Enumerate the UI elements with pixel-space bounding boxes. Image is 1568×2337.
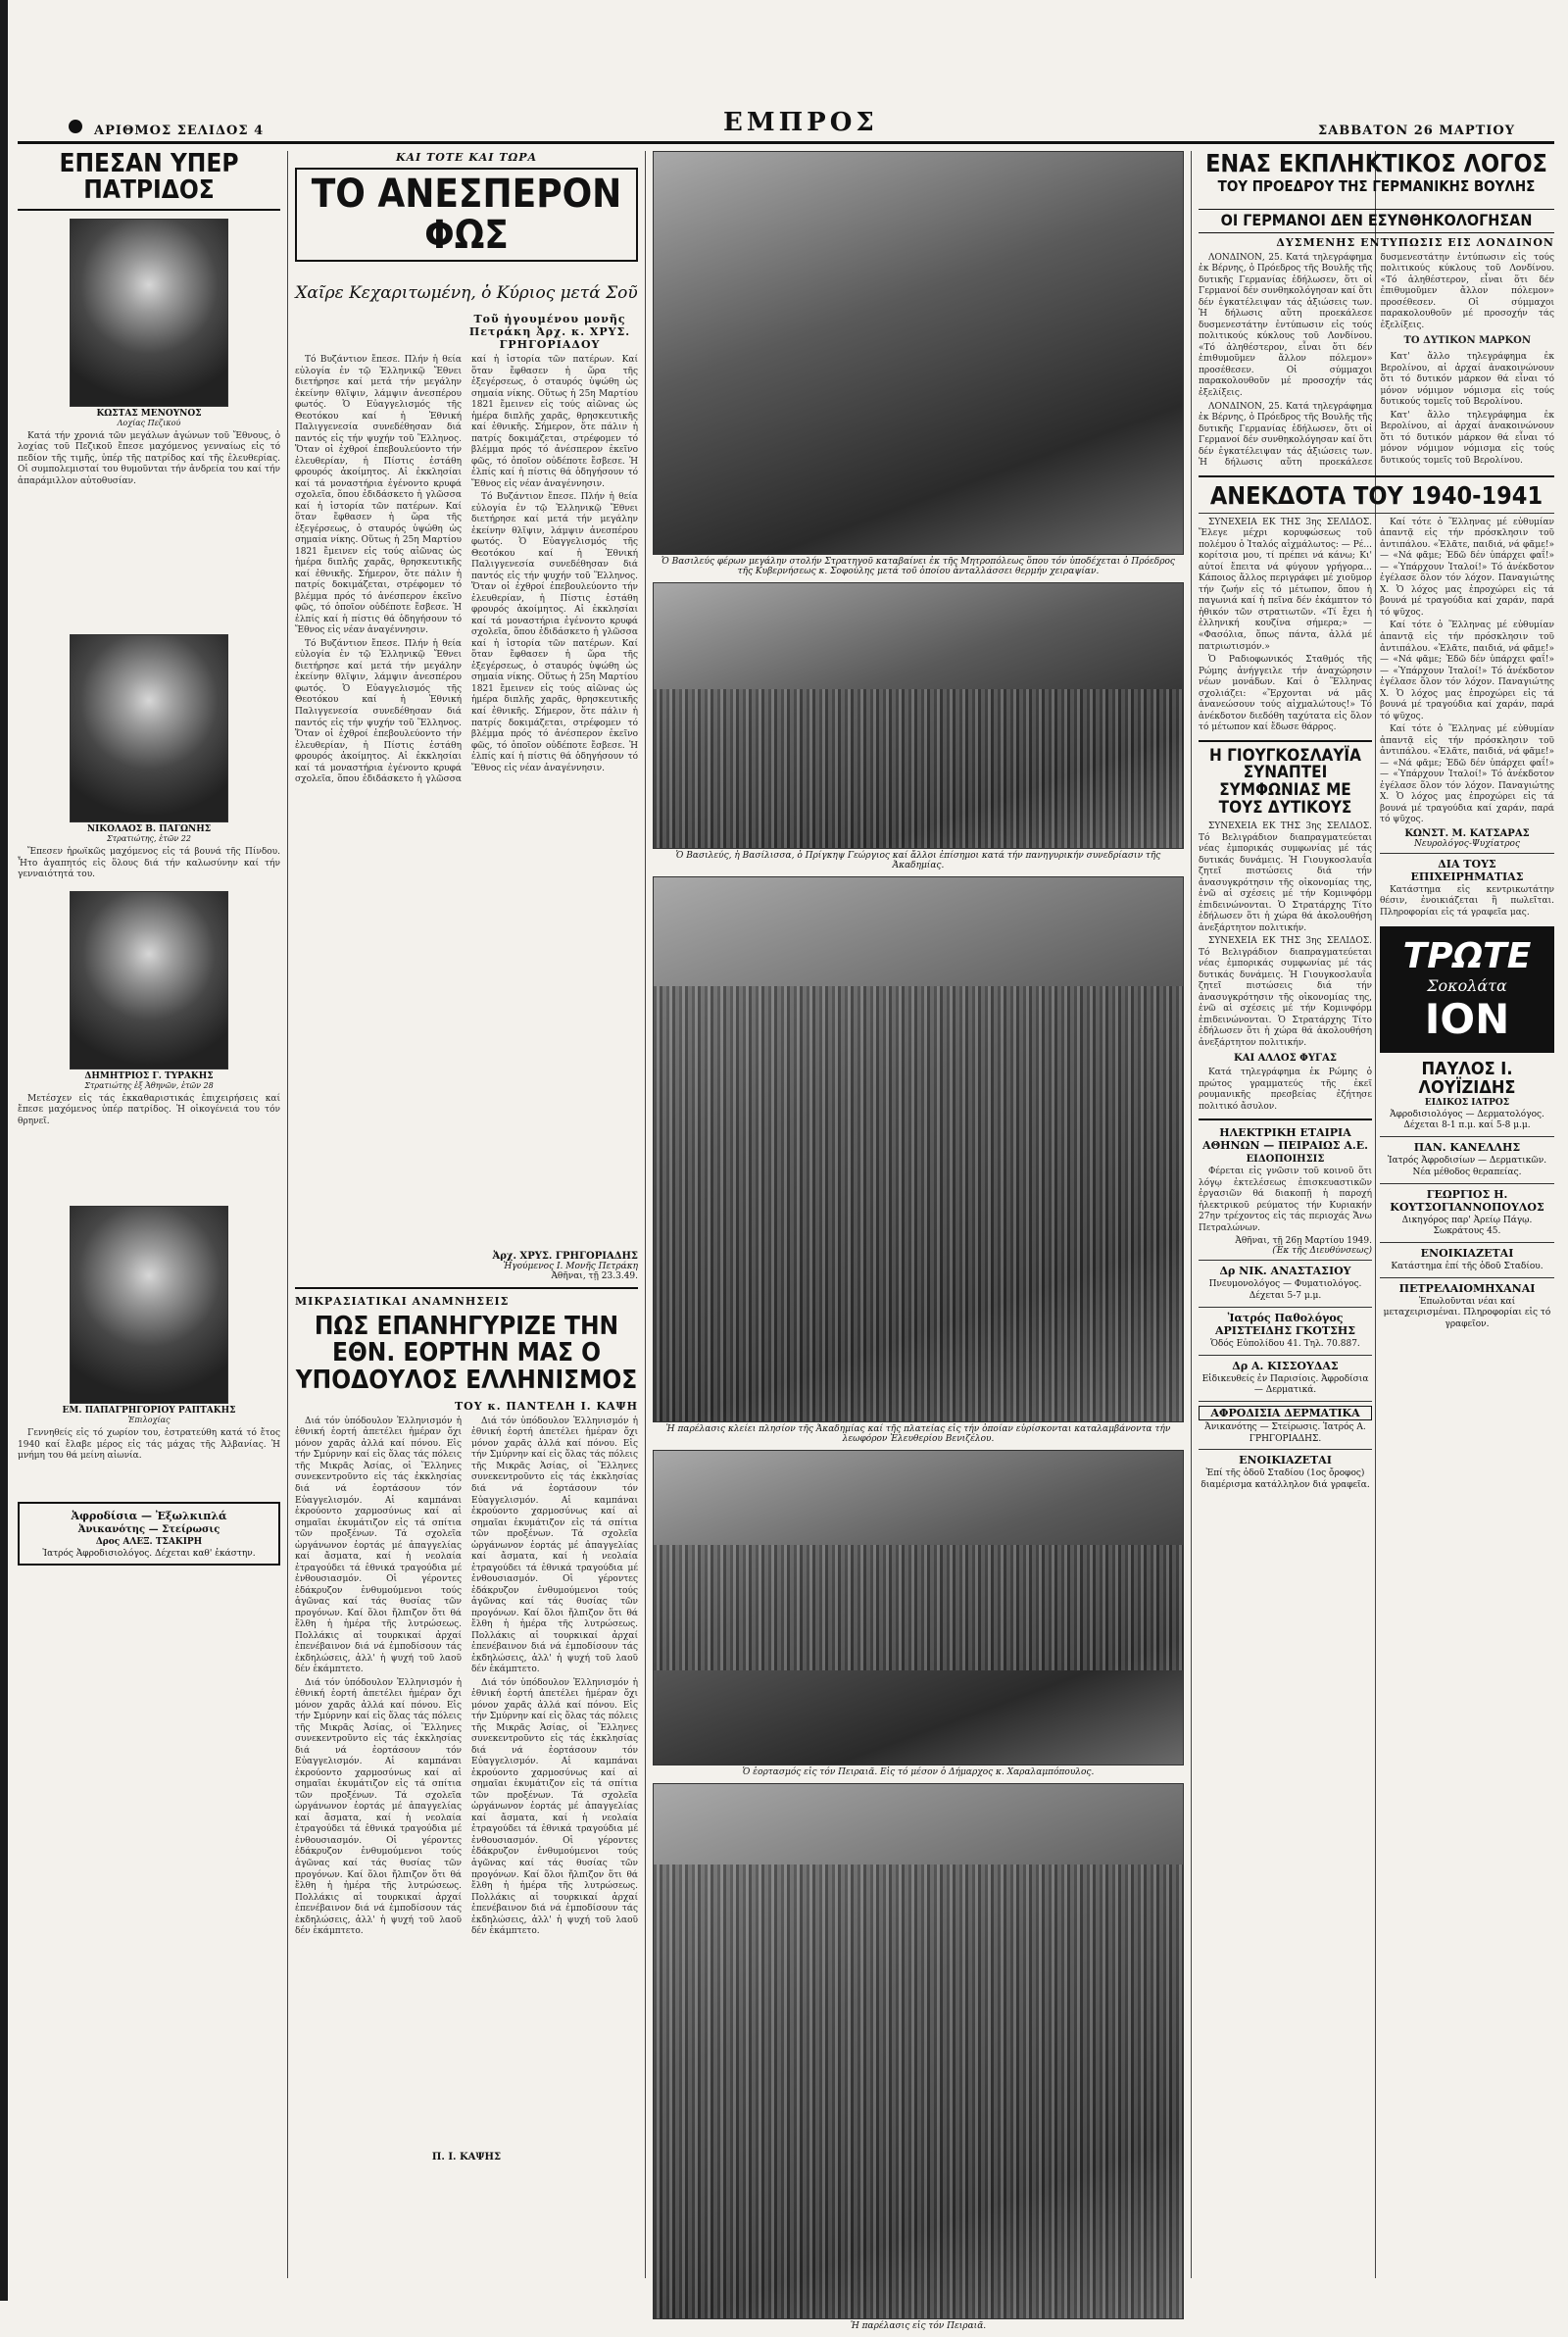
column-photos [653,151,1184,2337]
ion-ad-line2: Σοκολάτα [1427,976,1507,996]
photo-caption: Ἡ παρέλασις κλείει πλησίον τῆς Ἀκαδημίας καί τῆς πλατείας εἰς τήν ὁποίαν εὑρίσκονται καταλαμβάνοντα τήν λεωφόρον Ἐλευθερίου Βενιζέλου. [665,1424,1171,1444]
doctor3-name: Δρ Α. ΚΙΣΣΟΥΔΑΣ [1232,1359,1339,1372]
anekdota-right-body: Καί τότε ὁ Ἕλληνας μέ εὐθυμίαν ἀπαντᾷ εἰς τήν πρόσκλησιν τοῦ ἀντιπάλου. «Ἐλᾶτε, παιδιά, νά φᾶμε!» — «Νά φᾶμε; Ἐδῶ δέν ὑπάρχει φαΐ!» — «Ὑπάρχουν Ἰταλοί!» Τό ἀνέκδοτον ἐγέλασε ὅλον τόν λόχον. Παναγιώτης Χ. Ὁ λόχος μας ἐπροχώρει εἰς τά βουνά μέ τραγούδια καί χαράν, παρά τό ψῦχος. Καί τότε ὁ Ἕλληνας μέ εὐθυμίαν ἀπαντᾷ εἰς τήν πρόσκλησιν τοῦ ἀντιπάλου. «Ἐλᾶτε, παιδιά, νά φᾶμε!» — «Νά φᾶμε; Ἐδῶ δέν ὑπάρχει φαΐ!» — «Ὑπάρχουν Ἰταλοί!» Τό ἀνέκδοτον ἐγέλασε ὅλον τόν λόχον. Παναγιώτης Χ. Ὁ λόχος μας ἐπροχώρει εἰς τά βουνά μέ τραγούδια καί χαράν, παρά τό ψῦχος. Καί τότε ὁ Ἕλληνας μέ εὐθυμίαν ἀπαντᾷ εἰς τήν πρόσκλησιν τοῦ ἀντιπάλου. «Ἐλᾶτε, παιδιά, νά φᾶμε!» — «Νά φᾶμε; Ἐδῶ δέν ὑπάρχει φαΐ!» — «Ὑπάρχουν Ἰταλοί!» Τό ἀνέκδοτον ἐγέλασε ὅλον τόν λόχον. Παναγιώτης Χ. Ὁ λόχος μας ἐπροχώρει εἰς τά βουνά μέ τραγούδια καί χαράν, παρά τό ψῦχος. [1380,517,1554,825]
photo-caption: Ὁ ἑορτασμός εἰς τόν Πειραιᾶ. Εἰς τό μέσον ὁ Δήμαρχος κ. Χαραλαμπόπουλος. [742,1767,1095,1777]
ad-doctor: Δρος ΑΛΕΞ. ΤΣΑΚΙΡΗ [95,1536,203,1547]
ion-ad-line1: ΤΡΩΤΕ [1402,936,1532,977]
news-lower-left [1199,518,1372,1492]
article-signature: Ἀρχ. ΧΡΥΣ. ΓΡΗΓΟΡΙΑΔΗΣ [492,1251,638,1262]
doctor1-body: Πνευμονολόγος — Φυματιολόγος. Δέχεται 5-7 μ.μ. [1208,1279,1362,1302]
portrait-name: ΝΙΚΟΛΑΟΣ Β. ΠΑΓΩΝΗΣ [86,824,212,835]
article-byline: Τοῦ ἡγουμένου μονῆς Πετράκη Ἀρχ. κ. ΧΡΥΣ. ΓΡΗΓΟΡΙΑΔΟΥ [468,313,631,351]
yugo-headline: Η ΓΙΟΥΓΚΟΣΛΑΥΪΑ ΣΥΝΑΠΤΕΙ ΣΥΜΦΩΝΙΑΣ ΜΕ ΤΟΥΣ ΔΥΤΙΚΟΥΣ [1209,745,1361,819]
ion-ad-line3: ΙΟΝ [1424,995,1510,1044]
newspaper-page [18,108,1554,2331]
falls-body: Κατά τηλεγράφημα ἐκ Ρώμης ὁ πρώτος γραμματεύς τῆς ἐκεῖ ρουμανικῆς πρεσβείας ἐζήτησε πολιτικό ἄσυλον. [1199,1068,1372,1112]
portrait-photo [70,219,228,407]
news-lower [1199,518,1554,1492]
falls-title: ΚΑΙ ΑΛΛΟΣ ΦΥΓΑΣ [1234,1053,1337,1065]
article-headline: ΤΟ ΑΝΕΣΠΕΡΟΝ ΦΩΣ [295,168,638,262]
column-rule [645,151,646,2278]
photo-caption: Ὁ Βασιλεύς, ἡ Βασίλισσα, ὁ Πρίγκηψ Γεώργιος καί ἄλλοι ἐπίσημοι κατά τήν πανηγυρικήν συνεδρίασιν τῆς Ἀκαδημίας. [675,851,1161,870]
column-rule [1191,151,1192,2278]
piraeus-photo [653,1450,1184,1765]
portrait-sub: Λοχίας Πεζικού [117,418,181,427]
enterprise-title: ΔΙΑ ΤΟΥΣ ΕΠΙΧΕΙΡΗΜΑΤΙΑΣ [1410,857,1524,883]
electric-sub: ΕΙΔΟΠΟΙΗΣΙΣ [1246,1154,1325,1166]
katsaras-signature: ΚΩΝΣΤ. Μ. ΚΑΤΣΑΡΑΣ [1404,827,1530,839]
photo-caption: Ἡ παρέλασις εἰς τόν Πειραιᾶ. [850,2321,987,2331]
rent-title: ΕΝΟΙΚΙΑΖΕΤΑΙ [1420,1246,1514,1260]
portrait-name: ΚΩΣΤΑΣ ΜΕΝΟΥΝΟΣ [96,408,202,419]
page-number: ΑΡΙΘΜΟΣ ΣΕΛΙΔΟΣ 4 [94,124,265,138]
article2-byline: ΤΟΥ κ. ΠΑΝΤΕΛΗ Ι. ΚΑΨΗ [455,1399,638,1413]
rent-body: Κατάστημα ἐπί τῆς ὁδοῦ Σταδίου. [1391,1261,1544,1271]
article-subhead: Χαῖρε Κεχαριτωμένη, ὁ Κύριος μετά Σοῦ [295,283,638,303]
doctor1-name: Δρ ΝΙΚ. ΑΝΑΣΤΑΣΙΟΥ [1219,1265,1351,1278]
academy-photo [653,582,1184,849]
pavlos-body: Ἀφροδισιολόγος — Δερματολόγος. Δέχεται 8-1 π.μ. καί 5-8 μ.μ. [1390,1109,1544,1131]
koutsog-body: Δικηγόρος παρ' Ἀρείῳ Πάγῳ. Σωκράτους 45. [1401,1215,1533,1237]
news-kicker: ΔΥΣΜΕΝΗΣ ΕΝΤΥΠΩΣΙΣ ΕΙΣ ΛΟΝΔΙΝΟΝ [1276,235,1554,249]
page-edge [0,0,8,2301]
issue-date: ΣΑΒΒΑΤΟΝ 26 ΜΑΡΤΙΟΥ [1318,124,1515,138]
anekdota-body: ΣΥΝΕΧΕΙΑ ΕΚ ΤΗΣ 3ης ΣΕΛΙΔΟΣ. Ἔλεγε μέχρι κορυφώσεως τοῦ πολέμου ὁ Ἰταλός αἰχμάλωτος: — Ρέ... κορίτσια μου, τί πρέπει νά κάνω; Κι' αὐτοί ἔπειτα νά φύγουν γρήγορα... Κάποιος ἄλλος περιγράφει μέ χιοῦμορ τήν ζωήν εἰς τό μέτωπον, ὅπου ἡ παγωνιά καί ἡ πεῖνα δέν ἐκάμπτον τό ἠθικόν τῶν στρατιωτῶν. «Τί ἔχει ἡ ἑλληνική κουζίνα σήμερα;» — «Φασόλια, ὅπως πάντα, ἀλλά μέ πατριωτισμόν.» Ὁ Ραδιοφωνικός Σταθμός τῆς Ρώμης ἀνήγγειλε τήν ἀναχώρησιν νέων μονάδων. Καί ὁ Ἕλληνας σχολιάζει: «Ἔρχονται νά μᾶς ἀνανεώσουν τούς αἰχμαλώτους!» Τό ἀνέκδοτον διεδόθη ταχύτατα εἰς ὅλον τό μέτωπον καί ἔδωσε θάρρος. [1199,517,1372,733]
fallen-text: Μετέσχεν εἰς τάς ἐκκαθαριστικάς ἐπιχειρήσεις καί ἔπεσε μαχόμενος ὑπέρ πατρίδος. Ἡ οἰκογένειά του τόν θρηνεῖ. [18,1093,280,1126]
portrait-sub: Στρατιώτης ἐξ Ἀθηνῶν, ἐτῶν 28 [84,1080,214,1090]
electric-date: Ἀθῆναι, τῇ 26ῃ Μαρτίου 1949. [1235,1236,1372,1247]
portrait-name: ΔΗΜΗΤΡΙΟΣ Γ. ΤΥΡΑΚΗΣ [84,1070,214,1081]
column-articles [295,151,638,2163]
news-headline: ΕΝΑΣ ΕΚΠΛΗΚΤΙΚΟΣ ΛΟΓΟΣ [1205,149,1547,177]
paper-name: ΕΜΠΡΟΣ [723,108,878,137]
studio-body: Ἐπί τῆς ὁδοῦ Σταδίου (1ος ὄροφος) διαμέρισμα κατάλληλον διά γραφεῖα. [1200,1468,1370,1490]
article2-headline: ΠΩΣ ΕΠΑΝΗΓΥΡΙΖΕ ΤΗΝ ΕΘΝ. ΕΟΡΤΗΝ ΜΑΣ Ο ΥΠΟΔΟΥΛΟΣ ΕΛΛΗΝΙΣΜΟΣ [295,1312,638,1395]
photo-caption: Ὁ Βασιλεύς φέρων μεγάλην στολήν Στρατηγοῦ καταβαίνει ἐκ τῆς Μητροπόλεως ὅπου τόν ὑποδέχεται ὁ Πρόεδρος τῆς Κυβερνήσεως κ. Σοφούλης μετά τοῦ ὁποίου ἀνταλλάσσει θερμήν χειραψίαν. [662,557,1175,576]
column-news [1199,151,1554,1492]
doctor-ad [18,1502,280,1566]
fallen-text: Γεννηθείς εἰς τό χωρίον του, ἐστρατεύθη κατά τό ἔτος 1940 καί ἔλαβε μέρος εἰς τάς μάχας τῆς Ἀλβανίας. Ἡ μνήμη του θά μείνη αἰωνία. [18,1428,280,1462]
pavlos-sub: ΕΙΔΙΚΟΣ ΙΑΤΡΟΣ [1424,1098,1510,1109]
article-body: Τό Βυζάντιον ἔπεσε. Πλήν ἡ θεία εὐλογία ἐν τῷ Ἑλληνικῷ Ἔθνει διετήρησε καί μετά τήν μεγάλην ἐκείνην θλῖψιν, λάμψιν ἀνεσπέρου φωτός. Ὁ Εὐαγγελισμός τῆς Θεοτόκου καί ἡ Ἐθνική Παλιγγενεσία συνεδέθησαν διά παντός εἰς τήν ψυχήν τοῦ Ἕλληνος. Ὅταν οἱ ἐχθροί ἐπεβουλεύοντο τήν ἐλευθερίαν, ἡ Πίστις ἐστάθη φρουρός ἀκοίμητος. Αἱ ἐκκλησίαι καί τά μοναστήρια ἐγένοντο κρυφά σχολεῖα, ὅπου ἐδιδάσκετο ἡ γλῶσσα καί ἡ ἱστορία τῶν πατέρων. Καί ὅταν ἔφθασεν ἡ ὥρα τῆς ἐξεγέρσεως, ὁ σταυρός ὑψώθη ὡς σημαία νίκης. Οὕτως ἡ 25η Μαρτίου 1821 ἔμεινεν εἰς τούς αἰῶνας ὡς ἡμέρα διπλῆς χαρᾶς, θρησκευτικῆς καί ἐθνικῆς. Σήμερον, ὅτε πάλιν ἡ πατρίς δοκιμάζεται, στρέφομεν τό βλέμμα πρός τό ἀνέσπερον ἐκεῖνο φῶς, τό ὁποῖον οὐδέποτε ἔσβεσε. Ἡ ἐλπίς καί ἡ πίστις θά ὁδηγήσουν τό Ἔθνος εἰς νέαν ἀναγέννησιν. Τό Βυζάντιον ἔπεσε. Πλήν ἡ θεία εὐλογία ἐν τῷ Ἑλληνικῷ Ἔθνει διετήρησε καί μετά τήν μεγάλην ἐκείνην θλῖψιν, λάμψιν ἀνεσπέρου φωτός. Ὁ Εὐαγγελισμός τῆς Θεοτόκου καί ἡ Ἐθνική Παλιγγενεσία συνεδέθησαν διά παντός εἰς τήν ψυχήν τοῦ Ἕλληνος. Ὅταν οἱ ἐχθροί ἐπεβουλεύοντο τήν ἐλευθερίαν, ἡ Πίστις ἐστάθη φρουρός ἀκοίμητος. Αἱ ἐκκλησίαι καί τά μοναστήρια ἐγένοντο κρυφά σχολεῖα, ὅπου ἐδιδάσκετο ἡ γλῶσσα καί ἡ ἱστορία τῶν πατέρων. Καί ὅταν ἔφθασεν ἡ ὥρα τῆς ἐξεγέρσεως, ὁ σταυρός ὑψώθη ὡς σημαία νίκης. Οὕτως ἡ 25η Μαρτίου 1821 ἔμεινεν εἰς τούς αἰῶνας ὡς ἡμέρα διπλῆς χαρᾶς, θρησκευτικῆς καί ἐθνικῆς. Σήμερον, ὅτε πάλιν ἡ πατρίς δοκιμάζεται, στρέφομεν τό βλέμμα πρός τό ἀνέσπερον ἐκεῖνο φῶς, τό ὁποῖον οὐδέποτε ἔσβεσε. Ἡ ἐλπίς καί ἡ πίστις θά ὁδηγήσουν τό Ἔθνος εἰς νέαν ἀναγέννησιν. Τό Βυζάντιον ἔπεσε. Πλήν ἡ θεία εὐλογία ἐν τῷ Ἑλληνικῷ Ἔθνει διετήρησε καί μετά τήν μεγάλην ἐκείνην θλῖψιν, λάμψιν ἀνεσπέρου φωτός. Ὁ Εὐαγγελισμός τῆς Θεοτόκου καί ἡ Ἐθνική Παλιγγενεσία συνεδέθησαν διά παντός εἰς τήν ψυχήν τοῦ Ἕλληνος. Ὅταν οἱ ἐχθροί ἐπεβουλεύοντο τήν ἐλευθερίαν, ἡ Πίστις ἐστάθη φρουρός ἀκοίμητος. Αἱ ἐκκλησίαι καί τά μοναστήρια ἐγένοντο κρυφά σχολεῖα, ὅπου ἐδιδάσκετο ἡ γλῶσσα καί ἡ ἱστορία τῶν πατέρων. Καί ὅταν ἔφθασεν ἡ ὥρα τῆς ἐξεγέρσεως, ὁ σταυρός ὑψώθη ὡς σημαία νίκης. Οὕτως ἡ 25η Μαρτίου 1821 ἔμεινεν εἰς τούς αἰῶνας ὡς ἡμέρα διπλῆς χαρᾶς, θρησκευτικῆς καί ἐθνικῆς. Σήμερον, ὅτε πάλιν ἡ πατρίς δοκιμάζεται, στρέφομεν τό βλέμμα πρός τό ἀνέσπερον ἐκεῖνο φῶς, τό ὁποῖον οὐδέποτε ἔσβεσε. Ἡ ἐλπίς καί ἡ πίστις θά ὁδηγήσουν τό Ἔθνος εἰς νέαν ἀναγέννησιν. [295,355,638,785]
doctor2-body: Ὁδός Εὐπολίδου 41. Τηλ. 70.887. [1210,1338,1360,1349]
kanellis-title: ΠΑΝ. ΚΑΝΕΛΛΗΣ [1413,1141,1521,1155]
pavlos-title: ΠΑΥΛΟΣ Ι. ΛΟΥΪΖΙΔΗΣ [1418,1059,1516,1099]
article2-signature: Π. Ι. ΚΑΨΗΣ [431,2151,502,2163]
news-subhead: ΤΟΥ ΠΡΟΕΔΡΟΥ ΤΗΣ ΓΕΡΜΑΝΙΚΗΣ ΒΟΥΛΗΣ [1217,177,1536,196]
ornament-icon [69,120,82,133]
doctor3-body: Εἰδικευθείς ἐν Παρισίοις. Ἀφροδίσια — Δερματικά. [1201,1373,1369,1396]
ad-subtitle: Ἀνικανότης — Στείρωσις [77,1523,220,1535]
electric-body: Φέρεται εἰς γνῶσιν τοῦ κοινοῦ ὅτι λόγῳ ἐκτελέσεως ἐπισκευαστικῶν ἐργασιῶν θά διακοπῇ ἡ παροχή ἠλεκτρικοῦ ρεύματος τήν Κυριακήν 27ην τρέχοντος εἰς τάς περιοχάς Ἄνω Πετραλώνων. [1199,1167,1372,1233]
parade-photo [653,876,1184,1422]
doctor4-name: ΑΦΡΟΔΙΣΙΑ ΔΕΡΜΑΤΙΚΑ [1199,1406,1372,1420]
petr-body: Ἐπωλοῦνται νέαι καί μεταχειρισμέναι. Πληροφορίαι εἰς τό γραφεῖον. [1383,1296,1551,1329]
section-label: ΜΙΚΡΑΣΙΑΤΙΚΑΙ ΑΝΑΜΝΗΣΕΙΣ [295,1295,510,1308]
electric-title: ΗΛΕΚΤΡΙΚΗ ΕΤΑΙΡΙΑ ΑΘΗΝΩΝ — ΠΕΙΡΑΙΩΣ Α.Ε. [1202,1126,1368,1153]
masthead [18,108,1554,144]
enterprise-body: Κατάστημα εἰς κεντρικωτάτην θέσιν, ἐνοικιάζεται ἢ πωλεῖται. Πληροφορίαι εἰς τά γραφεῖα μας. [1380,884,1554,918]
doctor4-body: Ἀνικανότης — Στείρωσις. Ἰατρός Α. ΓΡΗΓΟΡΙΑΔΗΣ. [1204,1421,1366,1444]
ion-chocolate-ad [1380,926,1554,1053]
news-body: ΛΟΝΔΙΝΟΝ, 25. Κατά τηλεγράφημα ἐκ Βέρνης, ὁ Πρόεδρος τῆς Βουλῆς τῆς δυτικῆς Γερμανίας ἐδήλωσεν, ὅτι οἱ Γερμανοί δέν συνθηκολόγησαν καί ὅτι δέν ἐγκατέλειψαν τάς ἀξιώσεις των. Ἡ δήλωσις αὕτη προεκάλεσε δυσμενεστάτην ἐντύπωσιν εἰς τούς πολιτικούς κύκλους τοῦ Λονδίνου. «Τό ἀληθέστερον, εἶναι ὅτι δέν ἐπιθυμοῦμεν ἄλλον πόλεμον» προσέθεσεν. Οἱ σύμμαχοι παρακολουθοῦν μέ προσοχήν τάς ἐξελίξεις. ΛΟΝΔΙΝΟΝ, 25. Κατά τηλεγράφημα ἐκ Βέρνης, ὁ Πρόεδρος τῆς Βουλῆς τῆς δυτικῆς Γερμανίας ἐδήλωσεν, ὅτι οἱ Γερμανοί δέν συνθηκολόγησαν καί ὅτι δέν ἐγκατέλειψαν τάς ἀξιώσεις των. Ἡ δήλωσις αὕτη προεκάλεσε δυσμενεστάτην ἐντύπωσιν εἰς τούς πολιτικούς κύκλους τοῦ Λονδίνου. «Τό ἀληθέστερον, εἶναι ὅτι δέν ἐπιθυμοῦμεν ἄλλον πόλεμον» προσέθεσεν. Οἱ σύμμαχοι παρακολουθοῦν μέ προσοχήν τάς ἐξελίξεις. ΤΟ ΔΥΤΙΚΟΝ ΜΑΡΚΟΝ Κατ' ἄλλο τηλεγράφημα ἐκ Βερολίνου, αἱ ἀρχαί ἀνακοινώνουν ὅτι τό δυτικόν μάρκον θά εἶναι τό μόνον νόμιμον νόμισμα εἰς τούς δυτικούς τομεῖς τοῦ Βερολίνου. Κατ' ἄλλο τηλεγράφημα ἐκ Βερολίνου, αἱ ἀρχαί ἀνακοινώνουν ὅτι τό δυτικόν μάρκον θά εἶναι τό μόνον νόμιμον νόμισμα εἰς τούς δυτικούς τομεῖς τοῦ Βερολίνου. [1199,252,1554,469]
kanellis-body: Ἰατρός Ἀφροδισίων — Δερματικῶν. Νέα μέθοδος θεραπείας. [1387,1156,1547,1177]
portrait-photo [70,634,228,822]
article-signature-sub: Ἡγούμενος Ι. Μονῆς Πετράκη [503,1262,638,1271]
doctor2-name: Ἰατρός Παθολόγος ΑΡΙΣΤΕΙΔΗΣ ΓΚΟΤΣΗΣ [1214,1311,1356,1337]
article2-body: Διά τόν ὑπόδουλον Ἑλληνισμόν ἡ ἐθνική ἑορτή ἀπετέλει ἡμέραν ὄχι μόνον χαρᾶς ἀλλά καί πόνου. Εἰς τήν Σμύρνην καί εἰς ὅλας τάς πόλεις τῆς Μικρᾶς Ἀσίας, οἱ Ἕλληνες συνεκεντροῦντο εἰς τάς ἐκκλησίας διά νά ἑορτάσουν τόν Εὐαγγελισμόν. Αἱ καμπάναι ἐκρούοντο χαρμοσύνως καί αἱ σημαῖαι ἐκυμάτιζον εἰς τά σπίτια τῶν προξένων. Τά σχολεῖα ὠργάνωνον ἐορτάς μέ ἀπαγγελίας καί ἄσματα, καί ἡ νεολαία ἐτραγούδει τά ἐθνικά τραγούδια μέ ἐνθουσιασμόν. Οἱ γέροντες ἐδάκρυζον ἐνθυμούμενοι τούς ἀγῶνας καί τάς θυσίας τῶν προγόνων. Καί ὅλοι ἤλπιζον ὅτι θά ἔλθη ἡ ἡμέρα τῆς λυτρώσεως. Πολλάκις αἱ τουρκικαί ἀρχαί ἐπενέβαινον διά νά ἐμποδίσουν τάς ἐκδηλώσεις, ἀλλ' ἡ ψυχή τοῦ λαοῦ δέν ἐκάμπτετο. Διά τόν ὑπόδουλον Ἑλληνισμόν ἡ ἐθνική ἑορτή ἀπετέλει ἡμέραν ὄχι μόνον χαρᾶς ἀλλά καί πόνου. Εἰς τήν Σμύρνην καί εἰς ὅλας τάς πόλεις τῆς Μικρᾶς Ἀσίας, οἱ Ἕλληνες συνεκεντροῦντο εἰς τάς ἐκκλησίας διά νά ἑορτάσουν τόν Εὐαγγελισμόν. Αἱ καμπάναι ἐκρούοντο χαρμοσύνως καί αἱ σημαῖαι ἐκυμάτιζον εἰς τά σπίτια τῶν προξένων. Τά σχολεῖα ὠργάνωνον ἐορτάς μέ ἀπαγγελίας καί ἄσματα, καί ἡ νεολαία ἐτραγούδει τά ἐθνικά τραγούδια μέ ἐνθουσιασμόν. Οἱ γέροντες ἐδάκρυζον ἐνθυμούμενοι τούς ἀγῶνας καί τάς θυσίας τῶν προγόνων. Καί ὅλοι ἤλπιζον ὅτι θά ἔλθη ἡ ἡμέρα τῆς λυτρώσεως. Πολλάκις αἱ τουρκικαί ἀρχαί ἐπενέβαινον διά νά ἐμποδίσουν τάς ἐκδηλώσεις, ἀλλ' ἡ ψυχή τοῦ λαοῦ δέν ἐκάμπτετο. Διά τόν ὑπόδουλον Ἑλληνισμόν ἡ ἐθνική ἑορτή ἀπετέλει ἡμέραν ὄχι μόνον χαρᾶς ἀλλά καί πόνου. Εἰς τήν Σμύρνην καί εἰς ὅλας τάς πόλεις τῆς Μικρᾶς Ἀσίας, οἱ Ἕλληνες συνεκεντροῦντο εἰς τάς ἐκκλησίας διά νά ἑορτάσουν τόν Εὐαγγελισμόν. Αἱ καμπάναι ἐκρούοντο χαρμοσύνως καί αἱ σημαῖαι ἐκυμάτιζον εἰς τά σπίτια τῶν προξένων. Τά σχολεῖα ὠργάνωνον ἐορτάς μέ ἀπαγγελίας καί ἄσματα, καί ἡ νεολαία ἐτραγούδει τά ἐθνικά τραγούδια μέ ἐνθουσιασμόν. Οἱ γέροντες ἐδάκρυζον ἐνθυμούμενοι τούς ἀγῶνας καί τάς θυσίας τῶν προγόνων. Καί ὅλοι ἤλπιζον ὅτι θά ἔλθη ἡ ἡμέρα τῆς λυτρώσεως. Πολλάκις αἱ τουρκικαί ἀρχαί ἐπενέβαινον διά νά ἐμποδίσουν τάς ἐκδηλώσεις, ἀλλ' ἡ ψυχή τοῦ λαοῦ δέν ἐκάμπτετο. Διά τόν ὑπόδουλον Ἑλληνισμόν ἡ ἐθνική ἑορτή ἀπετέλει ἡμέραν ὄχι μόνον χαρᾶς ἀλλά καί πόνου. Εἰς τήν Σμύρνην καί εἰς ὅλας τάς πόλεις τῆς Μικρᾶς Ἀσίας, οἱ Ἕλληνες συνεκεντροῦντο εἰς τάς ἐκκλησίας διά νά ἑορτάσουν τόν Εὐαγγελισμόν. Αἱ καμπάναι ἐκρούοντο χαρμοσύνως καί αἱ σημαῖαι ἐκυμάτιζον εἰς τά σπίτια τῶν προξένων. Τά σχολεῖα ὠργάνωνον ἐορτάς μέ ἀπαγγελίας καί ἄσματα, καί ἡ νεολαία ἐτραγούδει τά ἐθνικά τραγούδια μέ ἐνθουσιασμόν. Οἱ γέροντες ἐδάκρυζον ἐνθυμούμενοι τούς ἀγῶνας καί τάς θυσίας τῶν προγόνων. Καί ὅλοι ἤλπιζον ὅτι θά ἔλθη ἡ ἡμέρα τῆς λυτρώσεως. Πολλάκις αἱ τουρκικαί ἀρχαί ἐπενέβαινον διά νά ἐμποδίσουν τάς ἐκδηλώσεις, ἀλλ' ἡ ψυχή τοῦ λαοῦ δέν ἐκάμπτετο. [295,1416,638,1937]
ad-body: Ἰατρός Ἀφροδισιολόγος. Δέχεται καθ' ἑκάστην. [42,1548,256,1559]
fallen-text: Κατά τήν χρονιά τῶν μεγάλων ἀγώνων τοῦ Ἔθνους, ὁ λοχίας τοῦ Πεζικοῦ ἔπεσε μαχόμενος γενναίως εἰς τό πεδίον τῆς τιμῆς, ὑπέρ τῆς πατρίδος καί τῆς ἐλευθερίας. Οἱ συμπολεμισταί του θυμοῦνται τήν ἀνδρεία του καί τήν ἀπαράμιλλον αὐτοθυσίαν. [18,430,280,486]
news-subhead2: ΟΙ ΓΕΡΜΑΝΟΙ ΔΕΝ ΕΣΥΝΘΗΚΟΛΟΓΗΣΑΝ [1199,209,1554,233]
yugo-body: ΣΥΝΕΧΕΙΑ ΕΚ ΤΗΣ 3ης ΣΕΛΙΔΟΣ. Τό Βελιγράδιον διαπραγματεύεται νέας ἐμπορικάς συμφωνίας μέ τάς δυτικάς δυνάμεις. Ἡ Γιουγκοσλαυΐα ζητεῖ πιστώσεις διά τήν ἀνασυγκρότησιν τῆς οἰκονομίας της, ἐνῶ αἱ σχέσεις μέ τήν Κομινφόρμ ἐπιδεινώνονται. Ὁ Στρατάρχης Τίτο ἐδήλωσεν ὅτι ἡ χώρα θά ἀκολουθήση ἀνεξάρτητον πολιτικήν. ΣΥΝΕΧΕΙΑ ΕΚ ΤΗΣ 3ης ΣΕΛΙΔΟΣ. Τό Βελιγράδιον διαπραγματεύεται νέας ἐμπορικάς συμφωνίας μέ τάς δυτικάς δυνάμεις. Ἡ Γιουγκοσλαυΐα ζητεῖ πιστώσεις διά τήν ἀνασυγκρότησιν τῆς οἰκονομίας της, ἐνῶ αἱ σχέσεις μέ τήν Κομινφόρμ ἐπιδεινώνονται. Ὁ Στρατάρχης Τίτο ἐδήλωσεν ὅτι ἡ χώρα θά ἀκολουθήση ἀνεξάρτητον πολιτικήν. [1199,821,1372,1048]
column-fallen [18,151,280,1566]
portrait-sub: Στρατιώτης, ἐτῶν 22 [107,834,191,844]
katsaras-sub: Νευρολόγος-Ψυχίατρος [1413,838,1521,849]
portrait-name: ΕΜ. ΠΑΠΑΓΡΗΓΟΡΙΟΥ ΡΑΠΤΑΚΗΣ [62,1406,236,1417]
column-rule [287,151,288,2278]
portrait-sub: Ἐπιλοχίας [127,1416,171,1425]
article-signature-date: Ἀθῆναι, τῇ 23.3.49. [551,1271,638,1281]
petr-title: ΠΕΤΡΕΛΑΙΟΜΗΧΑΝΑΙ [1398,1281,1536,1295]
portrait-photo [70,891,228,1069]
news-lower-right [1380,518,1554,1492]
portrait-photo [70,1206,228,1404]
fallen-headline: ΕΠΕΣΑΝ ΥΠΕΡ ΠΑΤΡΙΔΟΣ [18,151,280,211]
studio-title: ΕΝΟΙΚΙΑΖΕΤΑΙ [1239,1454,1332,1467]
article-kicker: ΚΑΙ ΤΟΤΕ ΚΑΙ ΤΩΡΑ [395,151,538,164]
electric-sign: (Ἐκ τῆς Διευθύνσεως) [1272,1246,1372,1257]
anekdota-headline: ΑΝΕΚΔΟΤΑ ΤΟΥ 1940-1941 [1209,480,1544,510]
ad-title: Ἀφροδίσια — Ἐξωλκιπλά [71,1509,227,1522]
koutsog-title: ΓΕΩΡΓΙΟΣ Η. ΚΟΥΤΣΟΓΙΑΝΝΟΠΟΥΛΟΣ [1390,1187,1544,1214]
piraeus-parade-photo [653,1783,1184,2319]
fallen-text: Ἔπεσεν ἡρωϊκῶς μαχόμενος εἰς τά βουνά τῆς Πίνδου. Ἦτο ἀγαπητός εἰς ὅλους διά τήν καλωσύνην καί τήν γενναιότητά του. [18,847,280,880]
king-photo [653,151,1184,555]
news-sub-title: ΤΟ ΔΥΤΙΚΟΝ ΜΑΡΚΟΝ [1403,335,1532,347]
